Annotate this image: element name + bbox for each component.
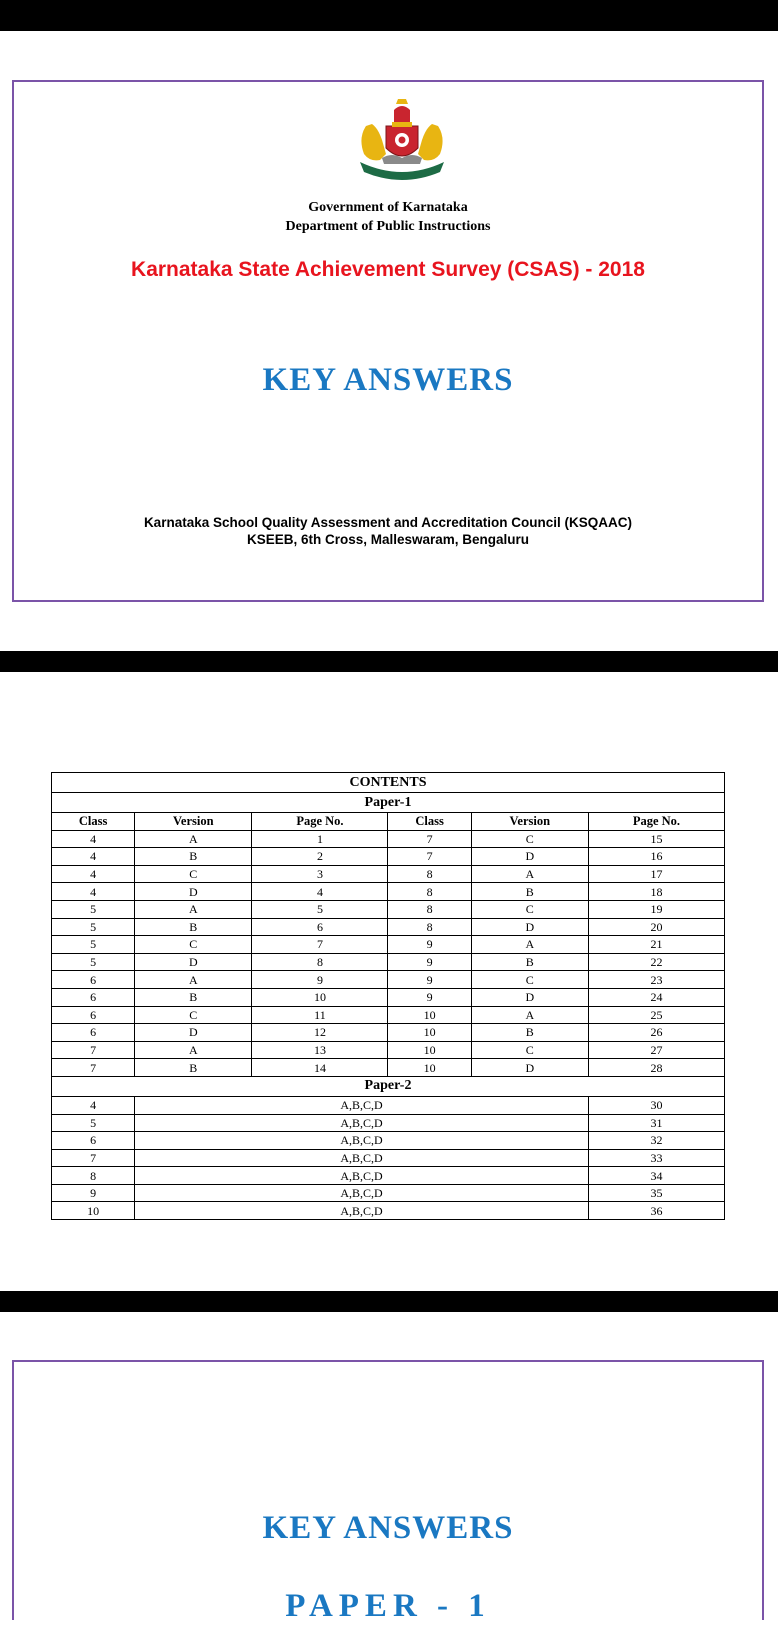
cell-version: B [135, 988, 252, 1006]
cell-page-no: 13 [252, 1041, 388, 1059]
cell-page-no: 32 [588, 1132, 724, 1150]
cell-versions: A,B,C,D [135, 1167, 589, 1185]
paper-1-heading [14, 1574, 762, 1624]
header-version: Version [135, 813, 252, 831]
cell-page-no: 2 [252, 848, 388, 866]
table-row [52, 918, 725, 936]
cell-class: 10 [52, 1202, 135, 1220]
cell-versions: A,B,C,D [135, 1184, 589, 1202]
table-row [52, 1184, 725, 1202]
cell-page-no: 27 [588, 1041, 724, 1059]
cell-version: B [471, 883, 588, 901]
cell-class: 7 [52, 1041, 135, 1059]
cell-page-no: 33 [588, 1149, 724, 1167]
cell-class: 4 [52, 865, 135, 883]
cell-version: A [471, 936, 588, 954]
cell-version: C [471, 900, 588, 918]
department-heading [14, 198, 762, 236]
cell-class: 6 [52, 971, 135, 989]
cell-version: D [135, 953, 252, 971]
cell-version: D [471, 918, 588, 936]
council-line-1: Karnataka School Quality Assessment and Accreditation Council (KSQAAC) [143, 515, 633, 530]
table-row [52, 883, 725, 901]
cell-page-no: 8 [252, 953, 388, 971]
cell-page-no: 11 [252, 1006, 388, 1024]
table-row [52, 900, 725, 918]
header-class: Class [52, 813, 135, 831]
table-row [52, 1114, 725, 1132]
cell-class: 10 [388, 1041, 471, 1059]
cell-class: 8 [388, 900, 471, 918]
table-row [52, 953, 725, 971]
cell-class: 8 [52, 1167, 135, 1185]
table-row [52, 971, 725, 989]
cell-class: 8 [388, 883, 471, 901]
table-row [52, 988, 725, 1006]
cell-versions: A,B,C,D [135, 1149, 589, 1167]
cell-page-no: 1 [252, 830, 388, 848]
cell-page-no: 15 [588, 830, 724, 848]
karnataka-emblem-icon [352, 96, 452, 182]
cell-page-no: 31 [588, 1114, 724, 1132]
cell-class: 9 [388, 936, 471, 954]
table-row [52, 1041, 725, 1059]
paper-1-heading-text: PAPER - 1 [285, 1588, 491, 1624]
cell-page-no: 23 [588, 971, 724, 989]
cell-version: A [135, 900, 252, 918]
cell-class: 9 [388, 988, 471, 1006]
council-line-2: KSEEB, 6th Cross, Malleswaram, Bengaluru [246, 532, 530, 547]
cell-class: 6 [52, 1132, 135, 1150]
table-row [52, 830, 725, 848]
cell-class: 5 [52, 918, 135, 936]
govt-line-2: Department of Public Instructions [285, 219, 491, 234]
cell-page-no: 36 [588, 1202, 724, 1220]
cell-version: B [135, 1059, 252, 1077]
cell-page-no: 18 [588, 883, 724, 901]
cell-class: 5 [52, 900, 135, 918]
cell-page-no: 17 [588, 865, 724, 883]
cell-versions: A,B,C,D [135, 1132, 589, 1150]
page-separator-2 [0, 1291, 778, 1312]
contents-table [51, 772, 725, 1220]
top-bar [0, 0, 778, 31]
cell-versions: A,B,C,D [135, 1114, 589, 1132]
header-page-no: Page No. [252, 813, 388, 831]
govt-line-1: Government of Karnataka [308, 200, 468, 215]
cell-page-no: 5 [252, 900, 388, 918]
cell-class: 10 [388, 1059, 471, 1077]
page-separator-1 [0, 651, 778, 672]
cell-class: 8 [388, 918, 471, 936]
cell-version: D [135, 883, 252, 901]
cell-page-no: 7 [252, 936, 388, 954]
cell-version: C [471, 971, 588, 989]
table-row [52, 1149, 725, 1167]
cell-versions: A,B,C,D [135, 1096, 589, 1114]
cell-page-no: 10 [252, 988, 388, 1006]
cell-class: 10 [388, 1024, 471, 1042]
cell-class: 9 [388, 971, 471, 989]
cell-class: 6 [52, 988, 135, 1006]
council-address [14, 514, 762, 548]
cell-class: 4 [52, 830, 135, 848]
cell-version: A [135, 971, 252, 989]
cell-version: A [135, 1041, 252, 1059]
cell-page-no: 4 [252, 883, 388, 901]
table-row [52, 1202, 725, 1220]
table-row [52, 1006, 725, 1024]
table-row [52, 865, 725, 883]
cell-version: C [135, 936, 252, 954]
key-answers-heading: KEY ANSWERS [262, 362, 514, 398]
key-answers-page [12, 1360, 764, 1624]
cell-version: D [471, 1059, 588, 1077]
cell-class: 5 [52, 936, 135, 954]
cell-class: 7 [52, 1059, 135, 1077]
table-row [52, 848, 725, 866]
cell-page-no: 12 [252, 1024, 388, 1042]
cell-page-no: 3 [252, 865, 388, 883]
survey-title: Karnataka State Achievement Survey (CSAS) - 2018 [131, 258, 645, 281]
paper-1-title: Paper-1 [52, 793, 725, 813]
cover-page [12, 80, 764, 602]
cell-class: 9 [388, 953, 471, 971]
cell-version: D [135, 1024, 252, 1042]
cell-page-no: 14 [252, 1059, 388, 1077]
cell-version: C [135, 1006, 252, 1024]
cell-page-no: 26 [588, 1024, 724, 1042]
cell-page-no: 35 [588, 1184, 724, 1202]
key-answers-heading-2: KEY ANSWERS [262, 1510, 514, 1546]
cell-page-no: 20 [588, 918, 724, 936]
cell-versions: A,B,C,D [135, 1202, 589, 1220]
cell-page-no: 34 [588, 1167, 724, 1185]
cell-class: 9 [52, 1184, 135, 1202]
paper-2-title: Paper-2 [52, 1076, 725, 1096]
cell-version: B [471, 1024, 588, 1042]
header-row [52, 813, 725, 831]
cell-class: 4 [52, 883, 135, 901]
cell-class: 7 [52, 1149, 135, 1167]
header-class: Class [388, 813, 471, 831]
cell-page-no: 28 [588, 1059, 724, 1077]
table-row [52, 1096, 725, 1114]
cell-class: 5 [52, 953, 135, 971]
cell-class: 8 [388, 865, 471, 883]
cell-class: 6 [52, 1024, 135, 1042]
cell-class: 7 [388, 830, 471, 848]
cell-page-no: 21 [588, 936, 724, 954]
header-version: Version [471, 813, 588, 831]
cell-version: C [135, 865, 252, 883]
cell-class: 10 [388, 1006, 471, 1024]
cell-class: 6 [52, 1006, 135, 1024]
cell-version: A [471, 865, 588, 883]
cell-page-no: 19 [588, 900, 724, 918]
cell-class: 7 [388, 848, 471, 866]
cell-version: B [135, 848, 252, 866]
cell-version: A [135, 830, 252, 848]
cell-page-no: 25 [588, 1006, 724, 1024]
cell-page-no: 22 [588, 953, 724, 971]
cell-version: A [471, 1006, 588, 1024]
header-page-no: Page No. [588, 813, 724, 831]
cell-page-no: 24 [588, 988, 724, 1006]
table-row [52, 1059, 725, 1077]
table-row [52, 1132, 725, 1150]
cell-page-no: 6 [252, 918, 388, 936]
cell-page-no: 30 [588, 1096, 724, 1114]
table-row [52, 1024, 725, 1042]
table-row [52, 1167, 725, 1185]
table-row [52, 936, 725, 954]
cell-version: B [471, 953, 588, 971]
cell-page-no: 9 [252, 971, 388, 989]
cell-version: C [471, 1041, 588, 1059]
contents-title: CONTENTS [52, 773, 725, 793]
cell-page-no: 16 [588, 848, 724, 866]
cell-class: 4 [52, 1096, 135, 1114]
cell-class: 5 [52, 1114, 135, 1132]
cell-version: D [471, 848, 588, 866]
cell-version: B [135, 918, 252, 936]
cell-class: 4 [52, 848, 135, 866]
cell-version: C [471, 830, 588, 848]
cell-version: D [471, 988, 588, 1006]
